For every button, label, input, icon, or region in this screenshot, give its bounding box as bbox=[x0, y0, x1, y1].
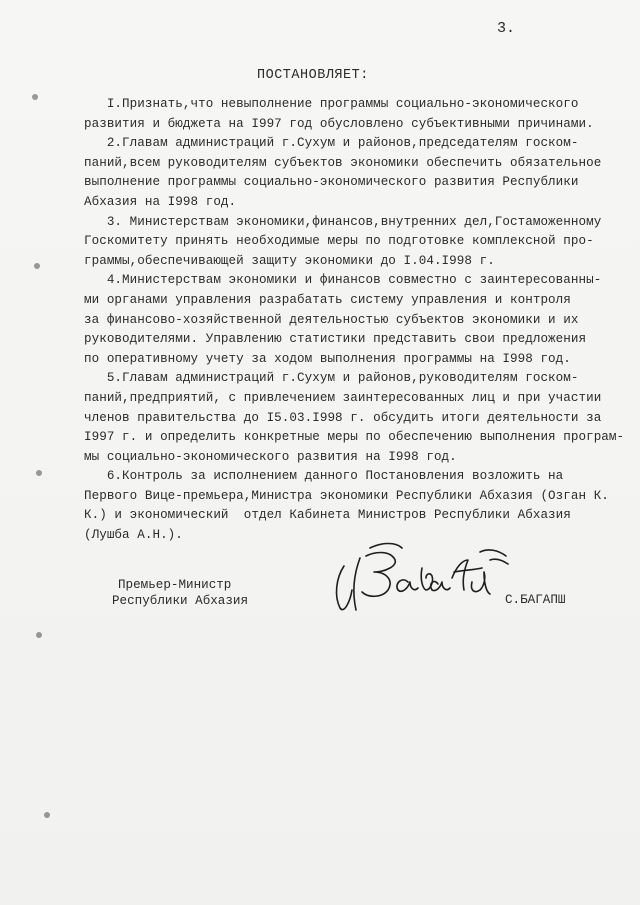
body-line: 3. Министерствам экономики,финансов,внутренних дел,Гостаможенному bbox=[84, 214, 602, 229]
punch-hole bbox=[32, 94, 38, 100]
body-line: (Лушба А.Н.). bbox=[84, 528, 183, 543]
punch-hole bbox=[36, 632, 42, 638]
body-line: I.Признать,что невыполнение программы социально-экономического bbox=[84, 97, 579, 111]
body-line: Госкомитету принять необходимые меры по подготовке комплексной про- bbox=[84, 234, 594, 249]
signatory-title-line2: Республики Абхазия bbox=[112, 594, 249, 608]
body-line: 4.Министерствам экономики и финансов совместно с заинтересованны- bbox=[84, 273, 602, 288]
body-line: развития и бюджета на I997 год обусловлено субъективными причинами. bbox=[84, 116, 594, 131]
body-line: Абхазия на I998 год. bbox=[84, 194, 237, 209]
body-line: граммы,обеспечивающей защиту экономики до I.04.I998 г. bbox=[84, 253, 495, 268]
body-line: членов правительства до I5.03.I998 г. обсудить итоги деятельности за bbox=[84, 410, 602, 425]
signatory-title-line1: Премьер-Министр bbox=[118, 578, 232, 592]
body-line: по оперативному учету за ходом выполнения программы на I998 год. bbox=[84, 351, 571, 366]
body-line: выполнение программы социально-экономического развития Республики bbox=[84, 175, 579, 190]
resolution-body bbox=[84, 95, 624, 546]
body-line: мы социально-экономического развития на I998 год. bbox=[84, 449, 457, 464]
body-line: I997 г. и определить конкретные меры по обеспечению выполнения програм- bbox=[84, 430, 625, 445]
body-line: паний,предприятий, с привлечением заинтересованных лиц и при участии bbox=[84, 390, 602, 405]
signatory-title bbox=[112, 577, 248, 609]
body-line: за финансово-хозяйственной деятельностью субъектов экономики и их bbox=[84, 312, 579, 327]
punch-hole bbox=[44, 812, 50, 818]
signer-name: С.БАГАПШ bbox=[505, 593, 566, 607]
body-line: 5.Главам администраций г.Сухум и районов,руководителям госком- bbox=[84, 371, 579, 386]
body-line: 6.Контроль за исполнением данного Постановления возложить на bbox=[84, 469, 564, 484]
resolution-heading: ПОСТАНОВЛЯЕТ: bbox=[257, 68, 369, 83]
punch-hole bbox=[34, 263, 40, 269]
page-number: 3. bbox=[497, 20, 516, 37]
body-line: паний,всем руководителям субъектов экономики обеспечить обязательное bbox=[84, 155, 602, 170]
handwritten-signature bbox=[330, 538, 530, 618]
body-line: К.) и экономический отдел Кабинета Министров Республики Абхазия bbox=[84, 508, 571, 523]
body-line: руководителями. Управлению статистики представить свои предложения bbox=[84, 332, 587, 347]
body-line: 2.Главам администраций г.Сухум и районов,председателям госком- bbox=[84, 136, 579, 151]
body-line: ми органами управления разрабатать систему управления и контроля bbox=[84, 292, 571, 307]
body-line: Первого Вице-премьера,Министра экономики Республики Абхазия (Озган К. bbox=[84, 488, 609, 503]
punch-hole bbox=[36, 470, 42, 476]
